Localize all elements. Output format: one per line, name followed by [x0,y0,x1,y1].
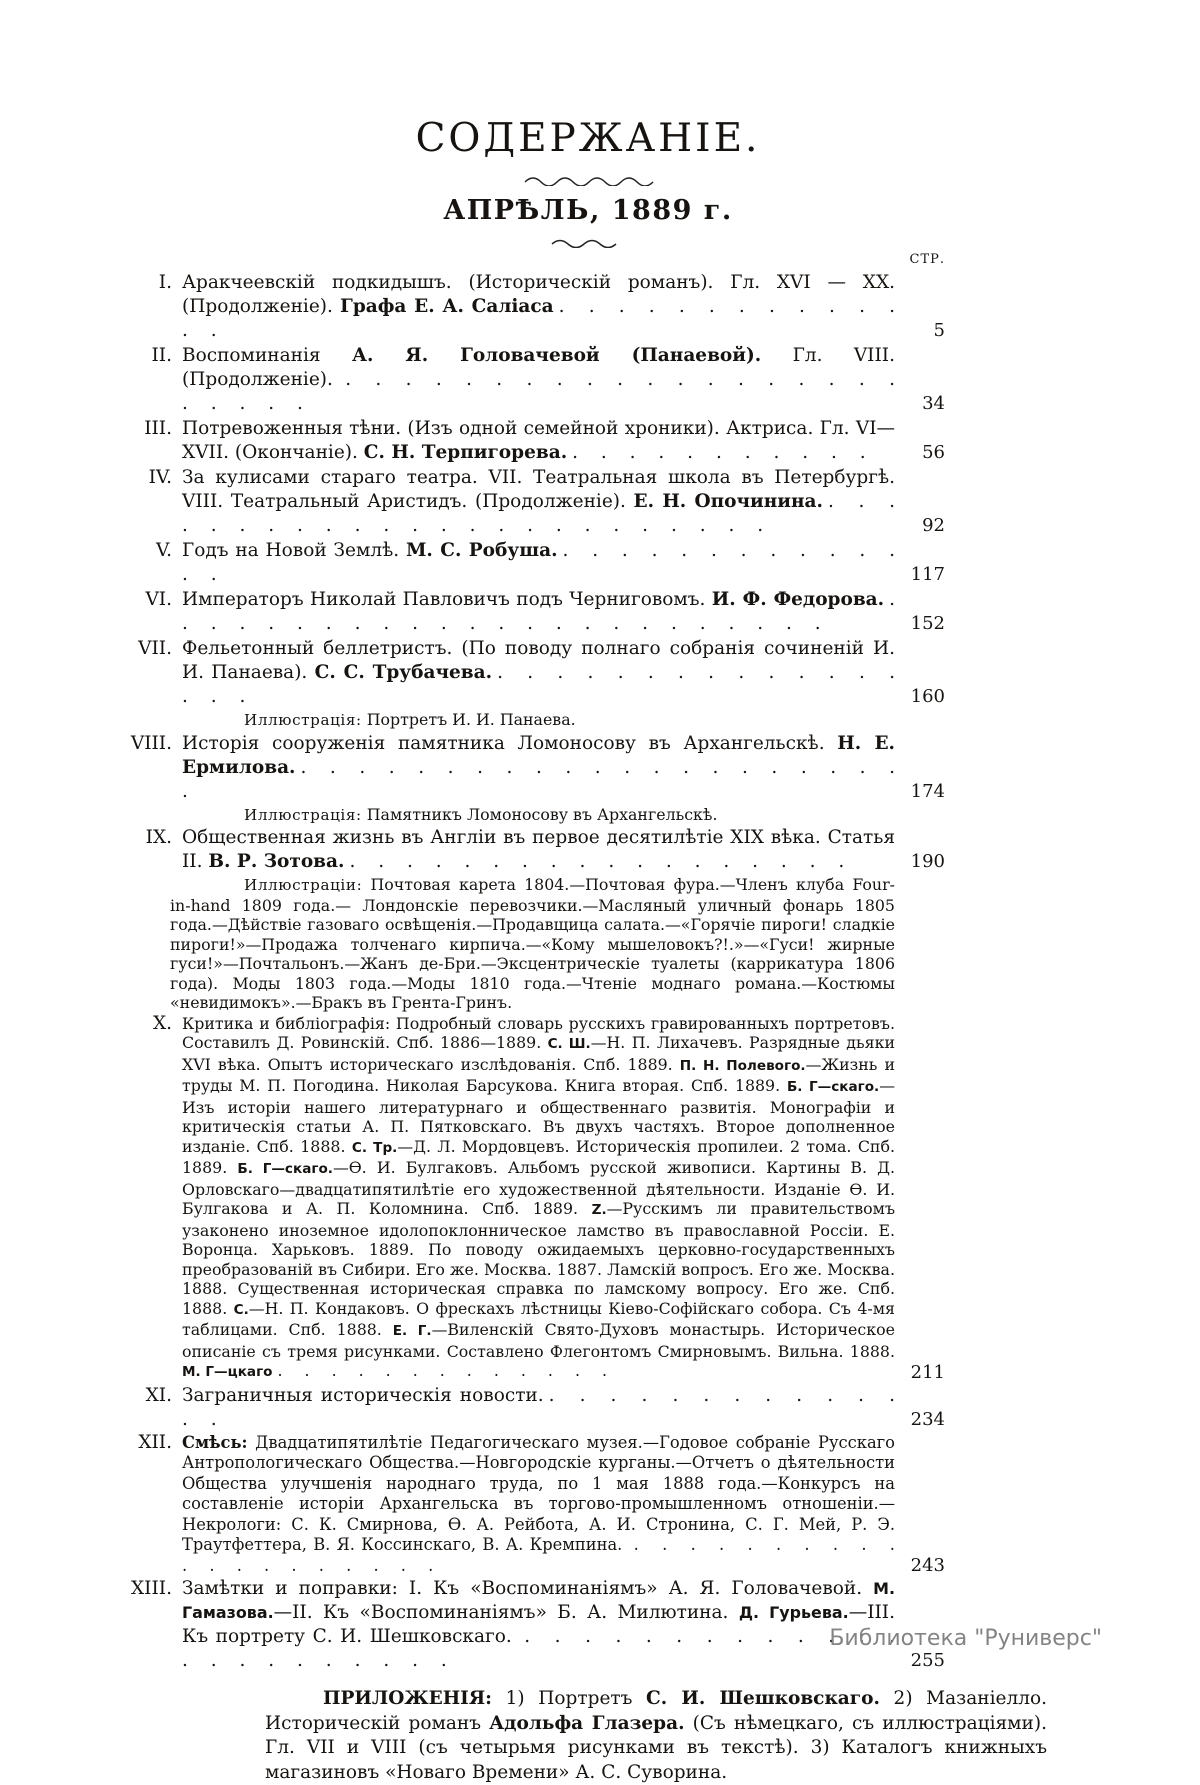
entry-text-segment: Гл. VIII. (Продолженіе). [182,345,895,390]
entry-text-segment: Иллюстрація: [244,805,362,824]
entry-number: XIII. [131,1578,172,1599]
toc-entry [100,344,945,416]
author-name: Графа Е. А. Саліаса [340,296,554,317]
dot-leader: . . . . . . . . . . . . . . . . . . . . . . [182,756,895,802]
entry-text-segment: Портретъ И. И. Панаева. [361,710,576,729]
entry-text-segment: (Съ нѣмецкаго, съ иллюстраціями). Гл. VII и VIII (съ четырьмя рисунками въ текстѣ). 3) Каталогъ книжныхъ магазиновъ «Новаго Времени» А. С. Суворина. [265,1712,1047,1783]
toc-entry [100,805,945,826]
toc-entry [100,466,945,538]
toc-entry [100,1014,945,1383]
issue-subtitle: АПРѢЛЬ, 1889 г. [443,195,733,226]
entry-text-segment: Двадцатипятилѣтіе Педагогическаго музея.—Годовое собраніе Русскаго Антропологическаго Общества.—Новгородскіе курганы.—Отчетъ о дѣятельности Общества улучшенія народнаго труда, по 1 мая 1888 года.—Конкурсъ на составленіе исторіи Архангельска въ торгово-промышленномъ отношеніи.— Некрологи: С. К. Смирнова, Ѳ. А. Рейбота, А. И. Стронина, С. Г. Мей, Р. Э. Траутфеттера, В. Я. Коссинскаго, В. А. Кремпина. [182,1432,895,1554]
author-name: Смѣсь: [182,1432,248,1452]
entry-page-number: 160 [910,686,945,707]
entry-page-number: 152 [910,613,945,634]
toc-entries [100,271,945,1673]
author-name: М. Гамазова. [182,1579,895,1622]
entry-page-number: 234 [910,1408,945,1430]
entry-number: VII. [138,638,172,659]
entry-text [182,271,895,343]
entry-text [182,539,895,587]
entry-number: XII. [138,1431,172,1453]
toc-entry [100,1384,945,1432]
entry-page-number: 255 [910,1650,945,1671]
toc-entry [100,1433,945,1577]
dot-leader: . . . . . . . . . . . . . . . . . . [349,851,845,872]
entry-text [182,417,895,465]
page-column-header: СТР. [909,252,945,267]
entry-number: I. [158,272,172,293]
entry-number: V. [155,540,172,561]
author-name: Z. [591,1202,607,1218]
entry-text [182,732,895,804]
toc-entry [100,732,945,804]
author-name: С. И. Шешковскаго. [646,1688,880,1709]
page-title: СОДЕРЖАНІЕ. [415,116,761,161]
dot-leader: . . . . . . . . . . . [572,442,866,463]
author-name: ПРИЛОЖЕНІЯ: [323,1688,492,1709]
dot-leader: . . . . . . . . . . . . . . [182,540,895,585]
author-name: С. С. Трубачева. [314,662,493,683]
illustration-note [170,805,895,826]
toc-entry [100,826,945,874]
entry-text-segment: Иллюстраціи: [244,876,363,894]
entry-text-segment: Памятникъ Ломоносову въ Архангельскѣ. [361,804,718,824]
toc-entry [100,539,945,587]
entry-text-segment: Аракчеевскій подкидышъ. (Историческій романъ). Гл. XVI — XX. (Продолженіе). [182,272,895,317]
entry-text [182,1577,895,1673]
author-name: Д. Гурьева. [738,1603,849,1622]
author-name: И. Ф. Федорова. [711,589,885,610]
entry-text [182,1433,895,1577]
entry-text-segment: —III. Къ портрету С. И. Шешковскаго. [182,1602,895,1647]
illustration-note [170,875,895,1013]
dot-leader: . . . . . . . . . . . . . [277,1361,608,1380]
author-name: Б. Г—скаго. [237,1161,333,1177]
appendix-paragraph [265,1687,1047,1785]
library-watermark: Библиотека "Руниверс" [829,1626,1102,1651]
entry-page-number: 243 [910,1554,945,1576]
entry-text-segment: —Виленскій Свято-Духовъ монастырь. Историческое описаніе съ тремя рисунками. Составлено Флегонтомъ Смирновымъ. Вильна. 1888. [182,1320,895,1361]
entry-page-number: 92 [922,515,945,536]
illustration-note [170,710,895,731]
toc-entry [100,637,945,709]
entry-page-number: 117 [910,564,945,585]
dot-leader: . . . . . . . . . . . . . . . . . [182,662,895,707]
toc-entry [100,588,945,636]
dot-leader: . . . . . . . . . . . . . . . . . . . . [182,1535,895,1575]
squiggle-icon [522,174,654,186]
entry-number: III. [144,418,172,439]
author-name: М. С. Робуша. [405,540,558,561]
entry-text-segment: —Жизнь и труды М. П. Погодина. Николая Барсукова. Книга вторая. Спб. 1889. [182,1054,895,1095]
entry-number: VIII. [130,732,172,754]
dot-leader: . . . . . . . . . . . . . . . . . . . . . . . [182,1626,896,1671]
entry-text-segment: Заграничныя историческія новости. [182,1384,544,1406]
toc-entry [100,710,945,731]
entry-text-segment: —Русскимъ ли правительствомъ узаконено иноземное идолопоклонническое ламство въ православной Россіи. Е. Воронца. Харьковъ. 1889. По поводу ожидаемыхъ церковно-государственныхъ преобразованій въ Сибири. Его же. Москва. 1887. Ламскій вопросъ. Его же. Москва. 1888. Существенная историческая справка по ламскому вопросу. Его же. Спб. 1888. [182,1199,895,1318]
author-name: С. Тр. [351,1139,398,1156]
squiggle-icon [549,237,627,248]
entry-text-segment: Годъ на Новой Землѣ. [182,540,406,561]
entry-text [182,1384,895,1432]
entry-text-segment: Императоръ Николай Павловичъ подъ Черниговомъ. [182,589,712,610]
entry-text-segment: —Н. П. Кондаковъ. О фрескахъ лѣстницы Кіево-Софійскаго собора. Съ 4-мя таблицами. Спб. 1888. [182,1298,895,1339]
entry-text-segment: Почтовая карета 1804.—Почтовая фура.—Членъ клуба Four-in-hand 1809 года.— Лондонскіе перевозчики.—Масляный уличный фонарь 1805 года.—Дѣйствіе газоваго освѣщенія.—Продавщица салата.—«Горячіе пироги! сладкіе пироги!»—Продажа толченаго кирпича.—«Кому мышеловокъ?!.»—«Гуси! жирные гуси!»—Почтальонъ.—Жанъ де-Бри.—Эксцентрическіе туалеты (каррикатура 1806 года). Моды 1803 года.—Моды 1810 года.—Чтеніе моднаго романа.—Костюмы «невидимокъ».—Бракъ въ Грента-Гринъ. [170,875,895,1012]
author-name: М. Г—цкаго [182,1364,273,1380]
entry-text-segment: Фельетонный беллетристъ. (По поводу полнаго собранія сочиненій И. И. Панаева). [182,638,895,683]
entry-text-segment: —Д. Л. Мордовцевъ. Историческія пропилеи. 2 тома. Спб. 1889. [182,1136,895,1177]
entry-page-number: 190 [910,851,945,872]
entry-text-segment: 2) Мазаніелло. Историческій романъ [265,1688,1047,1734]
author-name: С. [233,1301,249,1318]
author-name: А. Я. Головачевой (Панаевой). [351,345,762,366]
toc-entry [100,1577,945,1673]
author-name: С. Ш. [547,1036,591,1052]
entry-text [182,637,895,709]
entry-text-segment: Исторія сооруженія памятника Ломоносову въ Архангельскѣ. [182,732,838,754]
author-name: П. Н. Полевого. [679,1057,806,1074]
author-name: В. Р. Зотова. [208,851,345,872]
toc-entry [100,875,945,1013]
dot-leader: . . . . . . . . . . . . . . . . . . . . . . . . [182,369,895,414]
entry-number: VI. [145,589,172,610]
entry-number: IV. [148,467,172,488]
entry-page-number: 211 [910,1362,945,1383]
dot-leader: . . . . . . . . . . . . . . . . . . . . . . . . [182,491,895,536]
entry-page-number: 5 [933,320,945,341]
dot-leader: . . . . . . . . . . . . . . [182,296,895,341]
entry-text-segment: Воспоминанія [182,345,352,366]
entry-text-segment: 1) Портретъ [491,1688,647,1709]
dot-leader: . . . . . . . . . . . . . . [182,1384,895,1430]
entry-number: IX. [145,827,172,848]
entry-text-segment: Критика и библіографія: Подробный словарь русскихъ гравированныхъ портретовъ. Составилъ Д. Ровинскій. Спб. 1886—1889. [182,1013,895,1052]
entry-page-number: 56 [922,442,945,463]
dot-leader: . . . . . . . . . . . . . . . . . . . . . . . . [182,589,896,634]
entry-text [182,344,895,416]
entry-text [182,826,895,874]
entry-number: XI. [145,1384,172,1406]
entry-text-segment: Иллюстрація: [244,711,362,729]
entry-text [182,1014,895,1383]
entry-text-segment: —Н. П. Лихачевъ. Разрядные дьяки XVI вѣка. Опытъ историческаго изслѣдованія. Спб. 1889. [182,1033,895,1074]
entry-number: X. [152,1012,172,1034]
author-name: Е. Н. Опочинина. [633,491,823,512]
entry-text-segment: —Ѳ. И. Булгаковъ. Альбомъ русской живописи. Картины В. Д. Орловскаго—двадцатипятилѣтіе его художественной дѣятельности. Изданіе Ѳ. И. Булгакова и А. П. Коломнина. Спб. 1889. [182,1158,895,1218]
page-header [383,0,793,248]
toc-entry [100,271,945,343]
entry-text-segment: —Изъ исторіи нашего литературнаго и общественнаго развитія. Монографіи и критическія статьи А. П. Пятковскаго. Въ двухъ частяхъ. Второе дополненное изданіе. Спб. 1888. [182,1076,895,1156]
author-name: Б. Г—скаго. [786,1079,880,1095]
entry-page-number: 174 [910,780,945,802]
entry-text-segment: За кулисами стараго театра. VII. Театральная школа въ Петербургѣ. VIII. Театральный Аристидъ. (Продолженіе). [182,467,895,512]
author-name: С. Н. Терпигорева. [363,442,568,463]
author-name: Е. Г. [392,1323,432,1339]
entry-text-segment: Потревоженныя тѣни. (Изъ одной семейной хроники). Актриса. Гл. VI—XVII. (Окончаніе). [182,418,895,463]
author-name: Адольфа Глазера. [489,1712,685,1734]
entry-text-segment: Замѣтки и поправки: I. Къ «Воспоминаніямъ» А. Я. Головачевой. [182,1578,874,1599]
entry-text-segment: —II. Къ «Воспоминаніямъ» Б. А. Милютина. [273,1602,739,1623]
entry-text-segment: Общественная жизнь въ Англіи въ первое десятилѣтіе XIX вѣка. Статья II. [182,827,895,872]
toc-entry [100,417,945,465]
entry-number: II. [151,345,172,366]
author-name: Н. Е. Ермилова. [182,732,896,778]
entry-page-number: 34 [922,393,945,414]
entry-text [182,466,895,538]
entry-text [182,588,895,636]
